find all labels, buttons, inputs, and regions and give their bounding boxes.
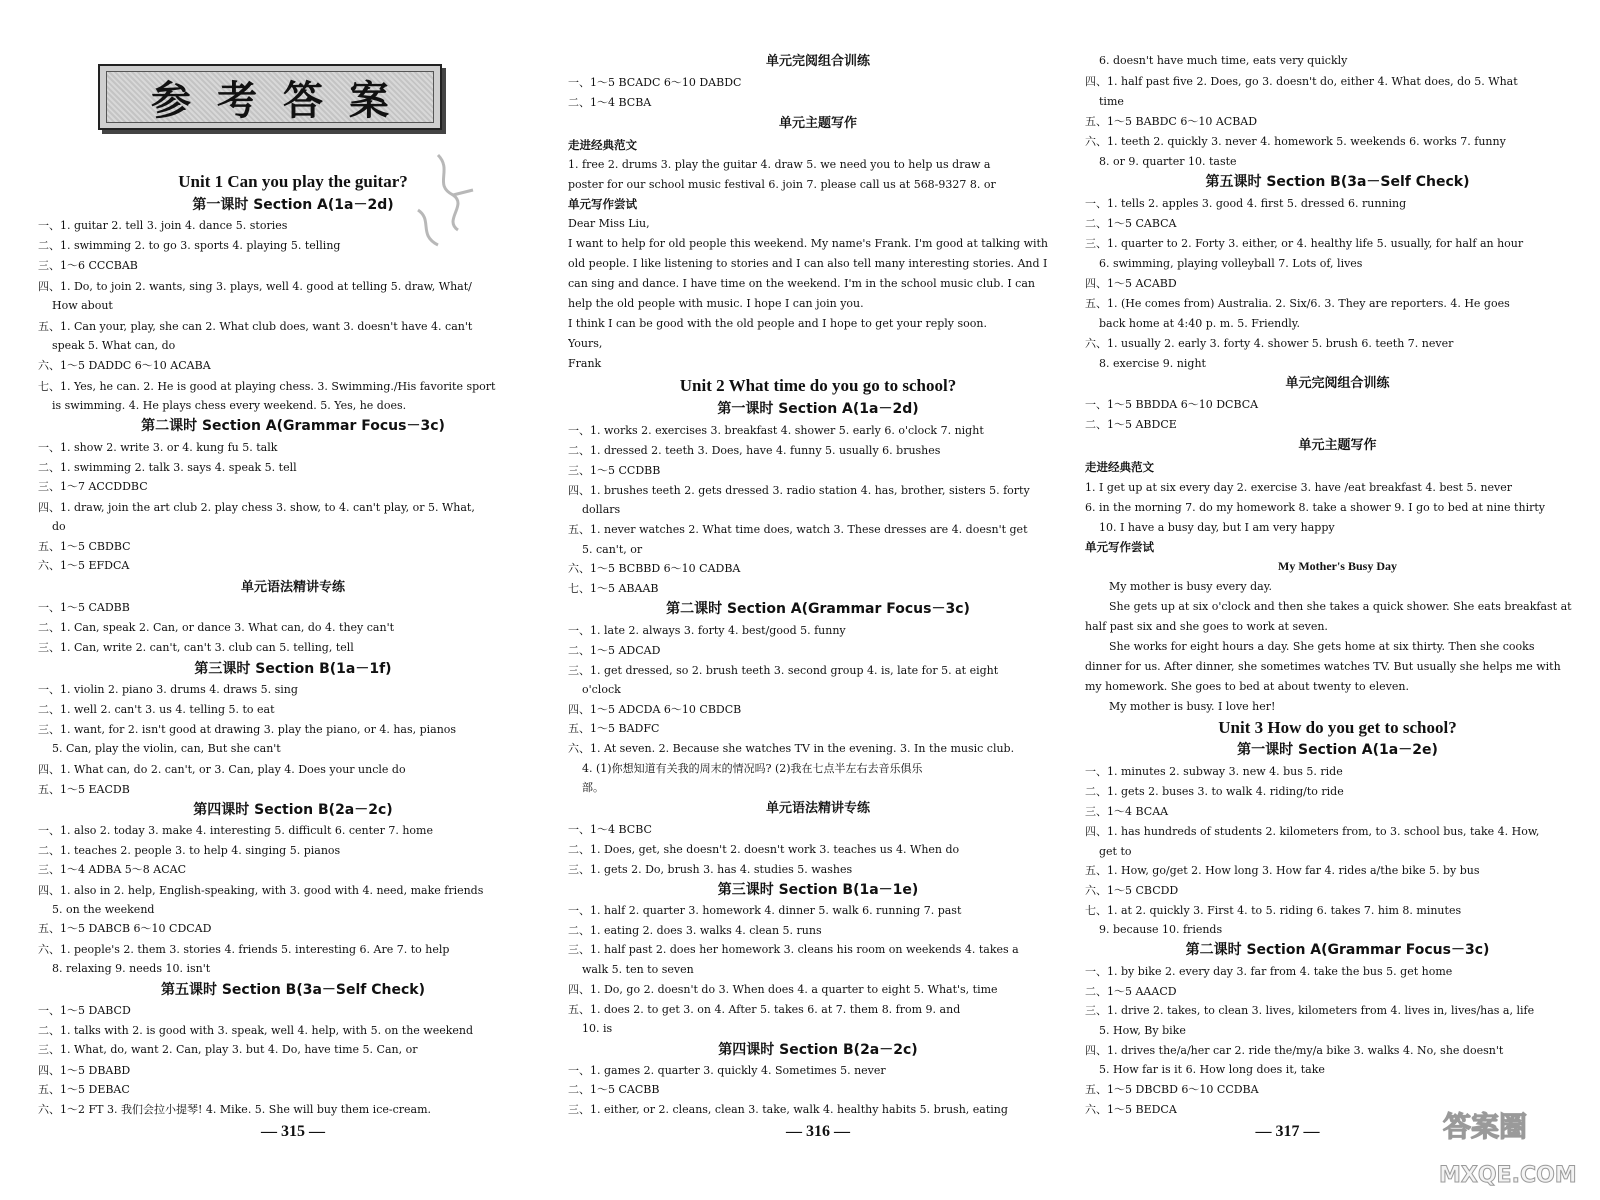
answer-line: 三、1. get dressed, so 2. brush teeth 3. second group 4. is, late for 5. at eight (568, 664, 999, 677)
grammar-section-heading: 单元语法精讲专练 (240, 580, 345, 595)
answer-line: 一、1. minutes 2. subway 3. new 4. bus 5. ride (1085, 765, 1343, 778)
answer-line: 六、1～5 BEDCA (1085, 1103, 1177, 1116)
answer-line: 6. in the morning 7. do my homework 8. take a shower 9. I go to bed at nine thirty (1085, 501, 1545, 514)
lesson-1-heading: 第一课时 Section A(1a－2d) (192, 197, 394, 213)
answer-line: 一、1. works 2. exercises 3. breakfast 4. shower 5. early 6. o'clock 7. night (568, 424, 984, 437)
column-page-315 (38, 0, 548, 1200)
answer-line: 六、1. At seven. 2. Because she watches TV in the evening. 3. In the music club. (568, 742, 1015, 755)
reading-section-heading: 单元完阅组合训练 (1285, 376, 1390, 391)
unit-1-title: Unit 1 Can you play the guitar? (178, 172, 408, 191)
column-page-317 (1085, 0, 1590, 1200)
answer-line: 一、1. guitar 2. tell 3. join 4. dance 5. stories (38, 219, 288, 232)
page-number: — 315 — (261, 1123, 325, 1140)
answer-line: 四、1. also in 2. help, English-speaking, with 3. good with 4. need, make friends (38, 884, 484, 897)
writing-section-heading: 单元主题写作 (778, 116, 857, 131)
watermark-url: MXQE.COM (1439, 1163, 1577, 1188)
answer-line: 二、1. eating 2. does 3. walks 4. clean 5. runs (568, 924, 822, 937)
answer-line: 部。 (582, 781, 604, 794)
answer-line: 六、1. teeth 2. quickly 3. never 4. homework 5. weekends 6. works 7. funny (1085, 135, 1506, 148)
watermark-logo-icon (1435, 1098, 1585, 1190)
answer-line: 5. How far is it 6. How long does it, take (1099, 1063, 1325, 1076)
lesson-2-heading: 第二课时 Section A(Grammar Focus－3c) (141, 418, 445, 434)
model-essay-label: 走进经典范文 (1085, 460, 1154, 474)
lesson-4-heading: 第四课时 Section B(2a－2c) (718, 1042, 918, 1058)
lesson-4-heading: 第四课时 Section B(2a－2c) (193, 802, 393, 818)
reading-section-heading: 单元完阅组合训练 (765, 54, 870, 69)
answer-line: 三、1. half past 2. does her homework 3. cleans his room on weekends 4. takes a (568, 943, 1019, 956)
answer-line: 四、1. drives the/a/her car 2. ride the/my/a bike 3. walks 4. No, she doesn't (1085, 1044, 1504, 1057)
answer-line: 四、1. half past five 2. Does, go 3. doesn't do, either 4. What does, do 5. What (1085, 75, 1518, 88)
answer-line: 四、1～5 ADCDA 6～10 CBDCB (568, 703, 742, 716)
essay-line: My mother is busy every day. (1109, 580, 1272, 593)
answer-line: 二、1. teaches 2. people 3. to help 4. singing 5. pianos (38, 844, 341, 857)
answer-line: time (1099, 95, 1124, 108)
answer-line: 二、1～5 CABCA (1085, 217, 1177, 230)
answer-line: 二、1～5 CACBB (568, 1083, 660, 1096)
answer-line: 6. doesn't have much time, eats very quickly (1099, 54, 1348, 67)
writing-try-label: 单元写作尝试 (1085, 540, 1154, 554)
answer-line: 5. on the weekend (52, 903, 155, 916)
answer-line: 五、1. How, go/get 2. How long 3. How far 4. rides a/the bike 5. by bus (1085, 864, 1480, 877)
answer-line: 5. can't, or (582, 543, 643, 556)
writing-section-heading: 单元主题写作 (1298, 438, 1377, 453)
answer-line: 四、1～5 DBABD (38, 1064, 131, 1077)
letter-line: Yours, (568, 337, 603, 350)
answer-line: 五、1～5 BABDC 6～10 ACBAD (1085, 115, 1258, 128)
answer-line: 4. (1)你想知道有关我的周末的情况吗? (2)我在七点半左右去音乐俱乐 (582, 762, 923, 775)
answer-line: 六、1～5 CBCDD (1085, 884, 1179, 897)
essay-line: She gets up at six o'clock and then she takes a quick shower. She eats breakfast at (1109, 600, 1572, 613)
answer-line: is swimming. 4. He plays chess every weekend. 5. Yes, he does. (52, 399, 407, 412)
lesson-2-heading: 第二课时 Section A(Grammar Focus－3c) (1185, 942, 1490, 958)
answer-line: 四、1. brushes teeth 2. gets dressed 3. radio station 4. has, brother, sisters 5. forty (568, 484, 1030, 497)
answer-line: 二、1. dressed 2. teeth 3. Does, have 4. funny 5. usually 6. brushes (568, 444, 941, 457)
answer-line: 1. I get up at six every day 2. exercise 3. have /eat breakfast 4. best 5. never (1085, 481, 1513, 494)
answer-line: 六、1～5 EFDCA (38, 559, 130, 572)
answer-line: How about (52, 299, 113, 312)
page-number: — 316 — (786, 1123, 850, 1140)
answer-line: 8. or 9. quarter 10. taste (1099, 155, 1237, 168)
answer-line: 七、1. at 2. quickly 3. First 4. to 5. riding 6. takes 7. him 8. minutes (1085, 904, 1462, 917)
lesson-3-heading: 第三课时 Section B(1a－1e) (717, 882, 919, 898)
answer-line: 三、1～4 ADBA 5～8 ACAC (38, 863, 186, 876)
letter-line: I want to help for old people this weekend. My name's Frank. I'm good at talking with (568, 237, 1049, 250)
answer-line: dollars (582, 503, 621, 516)
answer-line: 六、1. usually 2. early 3. forty 4. shower 5. brush 6. teeth 7. never (1085, 337, 1454, 350)
answer-line: 四、1. Do, to join 2. wants, sing 3. plays, well 4. good at telling 5. draw, What/ (38, 280, 472, 293)
answer-line: 二、1. well 2. can't 3. us 4. telling 5. to eat (38, 703, 275, 716)
answer-line: 5. How, By bike (1099, 1024, 1186, 1037)
answer-line: walk 5. ten to seven (582, 963, 694, 976)
answer-line: 四、1. has hundreds of students 2. kilometers from, to 3. school bus, take 4. How, (1085, 825, 1540, 838)
answer-line: get to (1099, 845, 1132, 858)
answer-line: 一、1. late 2. always 3. forty 4. best/good 5. funny (568, 624, 846, 637)
answer-line: 一、1～5 BBDDA 6～10 DCBCA (1085, 398, 1259, 411)
letter-line: Frank (568, 357, 602, 370)
essay-line: half past six and she goes to work at seven. (1085, 620, 1328, 633)
answer-line: 五、1～5 DEBAC (38, 1083, 130, 1096)
answer-line: 五、1～5 BADFC (568, 722, 660, 735)
answer-line: 5. Can, play the violin, can, But she can't (52, 742, 281, 755)
answer-line: 六、1～2 FT 3. 我们会拉小提琴! 4. Mike. 5. She will buy them ice-cream. (38, 1103, 431, 1116)
answer-line: 三、1. Can, write 2. can't, can't 3. club can 5. telling, tell (38, 641, 354, 654)
letter-line: old people. I like listening to stories and I can also tell many interesting stories. And I (568, 257, 1048, 270)
answer-key-banner (98, 64, 442, 130)
letter-line: I think I can be good with the old people and I hope to get your reply soon. (568, 317, 987, 330)
answer-line: 一、1. tells 2. apples 3. good 4. first 5. dressed 6. running (1085, 197, 1407, 210)
answer-line: 五、1～5 DABCB 6～10 CDCAD (38, 922, 212, 935)
essay-title: My Mother's Busy Day (1278, 559, 1397, 573)
answer-line: 三、1. quarter to 2. Forty 3. either, or 4. healthy life 5. usually, for half an hour (1085, 237, 1524, 250)
answer-line: 四、1. What can, do 2. can't, or 3. Can, play 4. Does your uncle do (38, 763, 406, 776)
answer-line: speak 5. What can, do (52, 339, 176, 352)
answer-line: 五、1～5 EACDB (38, 783, 130, 796)
banner-title: 参考答案 (151, 76, 415, 124)
answer-line: 五、1. Can your, play, she can 2. What club does, want 3. doesn't have 4. can't (38, 320, 473, 333)
answer-line: 四、1. draw, join the art club 2. play chess 3. show, to 4. can't play, or 5. What, (38, 501, 475, 514)
answer-line: 三、1. drive 2. takes, to clean 3. lives, kilometers from 4. lives in, lives/has a, life (1085, 1004, 1535, 1017)
letter-line: Dear Miss Liu, (568, 217, 650, 230)
answer-line: 10. is (582, 1022, 613, 1035)
answer-line: 9. because 10. friends (1099, 923, 1223, 936)
answer-line: 三、1～4 BCAA (1085, 805, 1169, 818)
answer-line: 一、1. violin 2. piano 3. drums 4. draws 5. sing (38, 683, 298, 696)
answer-line: 8. exercise 9. night (1099, 357, 1206, 370)
grammar-section-heading: 单元语法精讲专练 (765, 801, 870, 816)
answer-line: poster for our school music festival 6. join 7. please call us at 568-9327 8. or (568, 178, 996, 191)
column-page-316 (568, 0, 1068, 1200)
letter-line: help the old people with music. I hope I can join you. (568, 297, 864, 310)
answer-line: 三、1. gets 2. Do, brush 3. has 4. studies 5. washes (568, 863, 853, 876)
unit-2-title: Unit 2 What time do you go to school? (679, 376, 957, 395)
answer-line: 二、1～4 BCBA (568, 96, 652, 109)
answer-line: 一、1～5 BCADC 6～10 DABDC (568, 76, 742, 89)
answer-line: 四、1～5 ACABD (1085, 277, 1177, 290)
answer-line: 六、1～5 DADDC 6～10 ACABA (38, 359, 211, 372)
answer-line: 一、1. by bike 2. every day 3. far from 4. take the bus 5. get home (1085, 965, 1453, 978)
answer-line: 三、1～6 CCCBAB (38, 259, 138, 272)
answer-line: 三、1～5 CCDBB (568, 464, 661, 477)
answer-line: 七、1～5 ABAAB (568, 582, 659, 595)
answer-line: 二、1～5 ABDCE (1085, 418, 1177, 431)
answer-line: 五、1～5 DBCBD 6～10 CCDBA (1085, 1083, 1259, 1096)
answer-line: 二、1. swimming 2. talk 3. says 4. speak 5. tell (38, 461, 297, 474)
watermark-text: 答案圈 (1443, 1110, 1528, 1143)
answer-line: 一、1. show 2. write 3. or 4. kung fu 5. talk (38, 441, 278, 454)
answer-line: 五、1. does 2. to get 3. on 4. After 5. takes 6. at 7. them 8. from 9. and (568, 1003, 961, 1016)
answer-line: 一、1～5 CADBB (38, 601, 130, 614)
answer-line: 三、1. either, or 2. cleans, clean 3. take, walk 4. healthy habits 5. brush, eating (568, 1103, 1008, 1116)
lesson-3-heading: 第三课时 Section B(1a－1f) (194, 661, 392, 677)
answer-line: 二、1. Does, get, she doesn't 2. doesn't work 3. teaches us 4. When do (568, 843, 960, 856)
answer-line: 五、1. never watches 2. What time does, watch 3. These dresses are 4. doesn't get (568, 523, 1028, 536)
answer-line: 六、1～5 BCBBD 6～10 CADBA (568, 562, 741, 575)
answer-line: 一、1. half 2. quarter 3. homework 4. dinner 5. walk 6. running 7. past (568, 904, 962, 917)
answer-line: 8. relaxing 9. needs 10. isn't (52, 962, 211, 975)
model-essay-label: 走进经典范文 (568, 138, 637, 152)
answer-line: 6. swimming, playing volleyball 7. Lots of, lives (1099, 257, 1363, 270)
lesson-1-heading: 第一课时 Section A(1a－2e) (1237, 742, 1438, 758)
answer-line: 七、1. Yes, he can. 2. He is good at playing chess. 3. Swimming./His favorite sport (38, 380, 496, 393)
answer-line: 三、1～7 ACCDDBC (38, 480, 148, 493)
answer-line: 四、1. Do, go 2. doesn't do 3. When does 4. a quarter to eight 5. What's, time (568, 983, 998, 996)
answer-line: 六、1. people's 2. them 3. stories 4. friends 5. interesting 6. Are 7. to help (38, 943, 450, 956)
answer-line: back home at 4:40 p. m. 5. Friendly. (1099, 317, 1301, 330)
answer-line: 一、1. games 2. quarter 3. quickly 4. Sometimes 5. never (568, 1064, 886, 1077)
lesson-5-heading: 第五课时 Section B(3a－Self Check) (1205, 174, 1470, 190)
answer-line: 二、1. talks with 2. is good with 3. speak, well 4. help, with 5. on the weekend (38, 1024, 474, 1037)
essay-line: My mother is busy. I love her! (1109, 700, 1276, 713)
answer-line: 五、1～5 CBDBC (38, 540, 131, 553)
answer-line: 一、1～5 DABCD (38, 1004, 131, 1017)
lesson-2-heading: 第二课时 Section A(Grammar Focus－3c) (666, 601, 970, 617)
answer-line: 三、1. want, for 2. isn't good at drawing 3. play the piano, or 4. has, pianos (38, 723, 457, 736)
answer-line: 二、1. swimming 2. to go 3. sports 4. playing 5. telling (38, 239, 341, 252)
answer-line: 五、1. (He comes from) Australia. 2. Six/6. 3. They are reporters. 4. He goes (1085, 297, 1510, 310)
answer-line: 二、1. Can, speak 2. Can, or dance 3. What can, do 4. they can't (38, 621, 395, 634)
lesson-1-heading: 第一课时 Section A(1a－2d) (717, 401, 919, 417)
page-number: — 317 — (1255, 1123, 1320, 1140)
answer-line: 1. free 2. drums 3. play the guitar 4. draw 5. we need you to help us draw a (568, 158, 991, 171)
answer-line: 10. I have a busy day, but I am very happy (1099, 521, 1335, 534)
answer-line: 二、1～5 AAACD (1085, 985, 1177, 998)
answer-line: o'clock (582, 683, 621, 696)
writing-try-label: 单元写作尝试 (568, 197, 637, 211)
answer-line: 一、1～4 BCBC (568, 823, 652, 836)
answer-line: 二、1～5 ADCAD (568, 644, 661, 657)
unit-3-title: Unit 3 How do you get to school? (1218, 718, 1457, 737)
essay-line: She works for eight hours a day. She gets home at six thirty. Then she cooks (1109, 640, 1535, 653)
answer-line: 一、1. also 2. today 3. make 4. interesting 5. difficult 6. center 7. home (38, 824, 433, 837)
answer-line: do (52, 520, 66, 533)
essay-line: dinner for us. After dinner, she sometimes watches TV. But usually she helps me with (1085, 660, 1561, 673)
lesson-5-heading: 第五课时 Section B(3a－Self Check) (160, 982, 426, 998)
answer-line: 三、1. What, do, want 2. Can, play 3. but 4. Do, have time 5. Can, or (38, 1043, 418, 1056)
answer-line: 二、1. gets 2. buses 3. to walk 4. riding/to ride (1085, 785, 1344, 798)
letter-line: can sing and dance. I have time on the weekend. I'm in the school music club. I can (568, 277, 1035, 290)
essay-line: my homework. She goes to bed at about twenty to eleven. (1085, 680, 1409, 693)
